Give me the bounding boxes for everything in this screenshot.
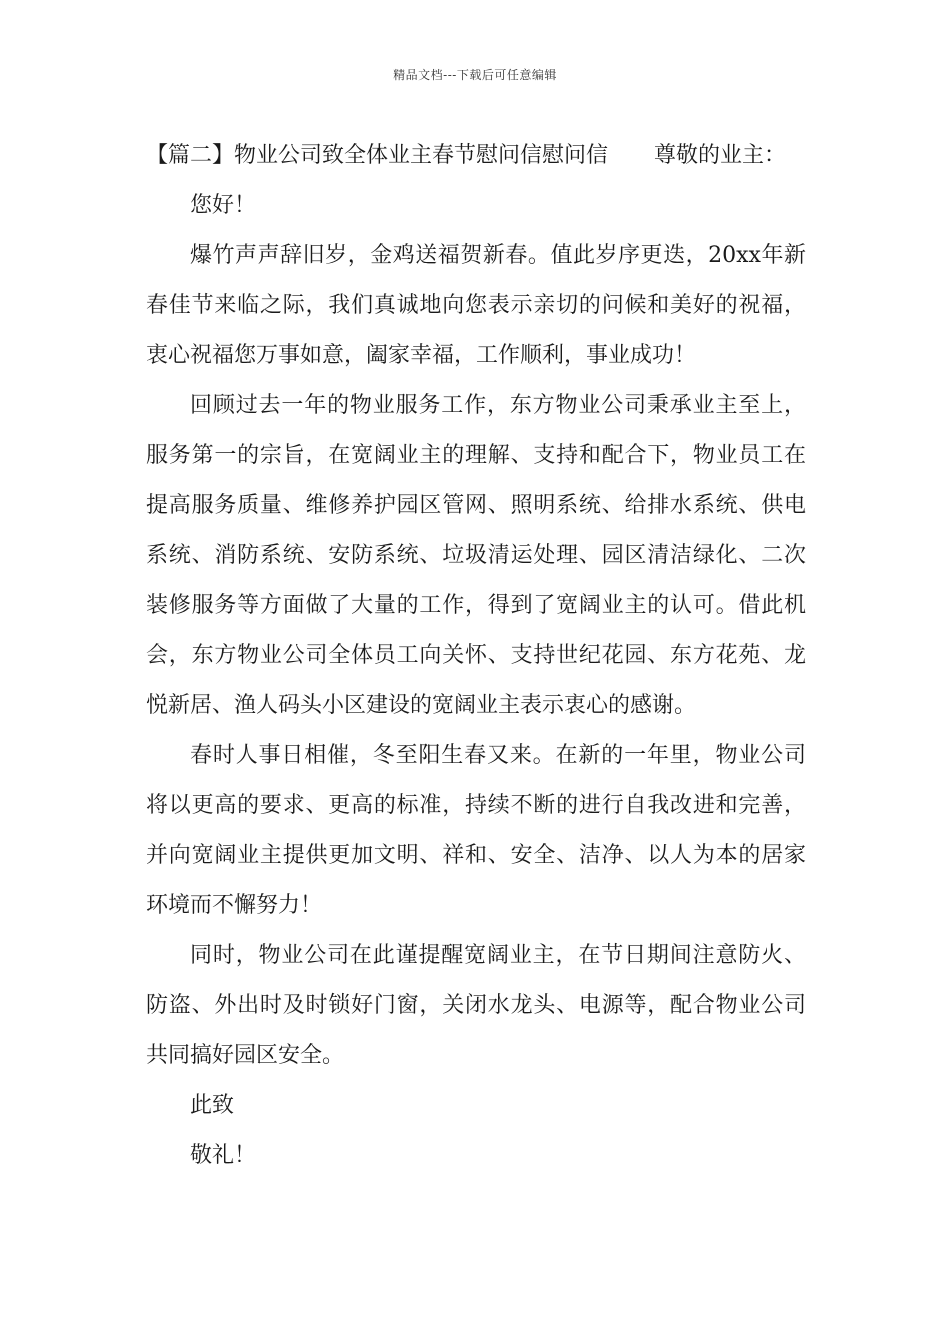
paragraph-line: 悦新居、渔人码头小区建设的宽阔业主表示衷心的感谢。 <box>146 693 697 718</box>
paragraph-line: 春佳节来临之际，我们真诚地向您表示亲切的问候和美好的祝福， <box>146 293 806 318</box>
closing-line-2: 敬礼！ <box>190 1143 257 1168</box>
paragraph <box>146 231 806 381</box>
salutation: 尊敬的业主： <box>654 143 787 168</box>
title-line <box>146 131 806 181</box>
paragraph-line: 服务第一的宗旨，在宽阔业主的理解、支持和配合下，物业员工在 <box>146 443 806 468</box>
paragraph-line: 并向宽阔业主提供更加文明、祥和、安全、洁净、以人为本的居家 <box>146 843 806 868</box>
paragraph-line: 衷心祝福您万事如意，阖家幸福，工作顺利，事业成功！ <box>146 343 697 368</box>
greeting: 您好！ <box>190 193 257 218</box>
paragraph-line: 会，东方物业公司全体员工向关怀、支持世纪花园、东方花苑、龙 <box>146 643 806 668</box>
paragraph <box>146 731 806 931</box>
paragraph-line: 爆竹声声辞旧岁，金鸡送福贺新春。值此岁序更迭，20xx年新 <box>190 243 806 268</box>
closing-line-1: 此致 <box>190 1093 235 1118</box>
paragraph-line: 将以更高的要求、更高的标准，持续不断的进行自我改进和完善， <box>146 793 806 818</box>
paragraph-line: 共同搞好园区安全。 <box>146 1043 345 1068</box>
paragraph <box>146 381 806 731</box>
paragraph-line: 同时，物业公司在此谨提醒宽阔业主，在节日期间注意防火、 <box>190 943 806 968</box>
paragraph-line: 防盗、外出时及时锁好门窗，关闭水龙头、电源等，配合物业公司 <box>146 993 806 1018</box>
paragraph <box>146 931 806 1081</box>
paragraph-line: 春时人事日相催，冬至阳生春又来。在新的一年里，物业公司 <box>190 743 806 768</box>
letter-body <box>146 131 806 1181</box>
header-note: 精品文档---下载后可任意编辑 <box>393 68 557 82</box>
paragraph-line: 回顾过去一年的物业服务工作，东方物业公司秉承业主至上， <box>190 393 806 418</box>
paragraph-line: 环境而不懈努力！ <box>146 893 323 918</box>
letter-title: 【篇二】物业公司致全体业主春节慰问信慰问信 <box>146 143 609 168</box>
paragraph-line: 系统、消防系统、安防系统、垃圾清运处理、园区清洁绿化、二次 <box>146 543 806 568</box>
paragraph-line: 提高服务质量、维修养护园区管网、照明系统、给排水系统、供电 <box>146 493 806 518</box>
paragraph-line: 装修服务等方面做了大量的工作，得到了宽阔业主的认可。借此机 <box>146 593 806 618</box>
